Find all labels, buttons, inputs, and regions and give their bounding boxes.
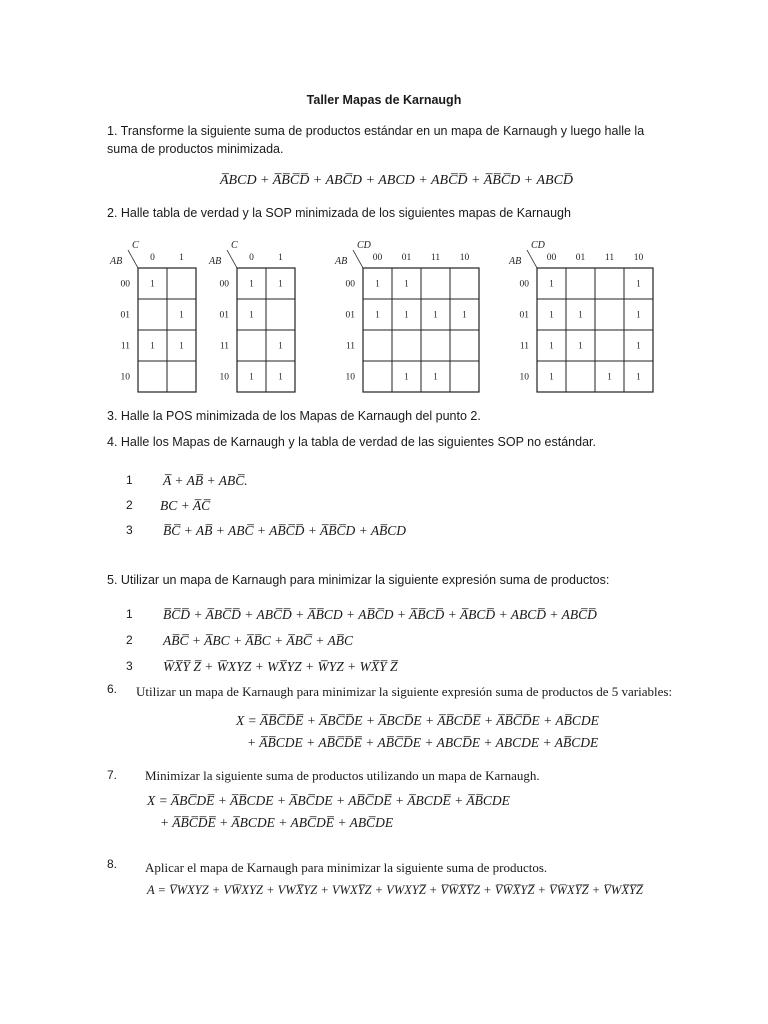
kmap-4-cell-value: 1 [578,340,583,351]
kmap-2-left-variable: AB [209,256,222,267]
kmap-1-top-variable: C [132,240,139,251]
question-1-line-2: suma de productos minimizada. [107,142,284,156]
question-1-equation: A̅BCD + A̅B̅C̅D̅ + ABC̅D + ABCD + ABC̅D̅ + A̅B̅C̅D + ABCD̅ [220,173,574,188]
kmap-2-cell-value: 1 [249,278,254,289]
kmap-4-col-header: 00 [546,253,557,263]
kmap-1-col-header: 1 [179,253,184,263]
kmap-2-row-header: 00 [219,279,229,290]
question-6-text: Utilizar un mapa de Karnaugh para minimizar la siguiente expresión suma de productos de 5 variables: [136,684,673,699]
kmap-2-row-header: 01 [219,310,229,321]
kmap-2-row-header: 11 [219,341,229,352]
question-7-text: Minimizar la siguiente suma de productos utilizando un mapa de Karnaugh. [145,768,540,783]
kmap-1-row-header: 00 [120,279,130,290]
question-3-text: 3. Halle la POS minimizada de los Mapas de Karnaugh del punto 2. [107,409,481,423]
kmap-1-cell-value: 1 [179,309,184,320]
q5-item-1-number: 1 [126,607,133,621]
kmap-3-row-header: 10 [345,372,355,383]
kmap-4-row-header: 01 [519,310,529,321]
question-8-number: 8. [107,857,118,871]
kmap-4-cell-value: 1 [578,309,583,320]
kmap-4-cell-value: 1 [549,371,554,382]
kmap-2-cell-value: 1 [278,278,283,289]
document-title: Taller Mapas de Karnaugh [306,93,462,107]
question-4-text: 4. Halle los Mapas de Karnaugh y la tabla de verdad de las siguientes SOP no estándar. [107,435,596,449]
question-7-number: 7. [107,768,118,782]
kmap-3-cell-value: 1 [462,309,467,320]
q5-item-3-number: 3 [126,659,133,673]
question-6-number: 6. [107,682,118,696]
kmap-2-col-header: 1 [278,253,283,263]
q4-item-3-number: 3 [126,523,133,537]
kmap-2-cell-value: 1 [278,371,283,382]
kmap-4-row-header: 00 [519,279,529,290]
kmap-3-left-variable: AB [335,256,348,267]
kmap-4-corner-line [527,250,537,268]
kmap-4-col-header: 10 [633,253,644,263]
kmap-1-corner-line [128,250,138,268]
kmap-4-cell-value: 1 [636,278,641,289]
q4-item-1-equation: A̅ + AB̅ + ABC̅. [163,473,248,488]
kmap-4-row-header: 11 [519,341,529,352]
kmap-1-cell-value: 1 [150,340,155,351]
kmap-2-corner-line [227,250,237,268]
kmap-3-row-header: 00 [345,279,355,290]
kmap-3-cell-value: 1 [433,309,438,320]
question-5-text: 5. Utilizar un mapa de Karnaugh para minimizar la siguiente expresión suma de productos: [107,573,610,587]
kmap-4-top-variable: CD [531,240,545,251]
kmap-3-col-header: 11 [430,253,441,263]
q4-item-1-number: 1 [126,473,133,487]
kmap-3-corner-line [353,250,363,268]
kmap-4-left-variable: AB [509,256,522,267]
q5-item-3-equation: W̅X̅Y̅ Z̅ + W̅XYZ + WX̅YZ + W̅YZ + WX̅Y̅ Z̅ [163,659,398,674]
kmap-3-cell-value: 1 [404,371,409,382]
kmap-1-row-header: 01 [120,310,130,321]
kmap-3-cell-value: 1 [404,309,409,320]
kmap-2-cell-value: 1 [249,371,254,382]
kmap-3-col-header: 01 [401,253,412,263]
kmap-3-cell-value: 1 [404,278,409,289]
kmap-3-cell-value: 1 [433,371,438,382]
question-1-line-1: 1. Transforme la siguiente suma de productos estándar en un mapa de Karnaugh y luego halle la [107,124,645,138]
question-6-equation-line-1: X = A̅B̅C̅D̅E̅ + A̅BC̅D̅E + A̅BCD̅E + A̅B̅CD̅E̅ + A̅B̅C̅D̅E + AB̅CDE [236,713,599,728]
kmap-4-row-header: 10 [519,372,529,383]
kmap-3-row-header: 11 [345,341,355,352]
kmap-4-cell-value: 1 [636,340,641,351]
kmap-3-top-variable: CD [357,240,371,251]
kmap-3-col-header: 00 [372,253,383,263]
kmap-4-cell-value: 1 [549,309,554,320]
question-8-equation: A = V̅WXYZ + VW̅XYZ + VWX̅YZ + VWXY̅Z + VWXYZ̅ + V̅W̅X̅Y̅Z + V̅W̅X̅YZ̅ + V̅W̅XY̅Z̅ + V̅WX̅Y̅Z̅ [147,883,643,897]
question-6-equation-line-2: + A̅B̅CDE + AB̅C̅D̅E̅ + AB̅C̅D̅E + ABCD̅E + ABCDE + AB̅CDE [247,735,599,750]
question-7-equation-line-2: + A̅B̅C̅D̅E̅ + A̅BCDE + ABC̅DE̅ + ABC̅DE [160,815,394,830]
kmap-1-col-header: 0 [150,253,155,263]
q5-item-2-number: 2 [126,633,133,647]
kmap-2-col-header: 0 [249,253,254,263]
kmap-3-cell-value: 1 [375,278,380,289]
kmap-2-top-variable: C [231,240,238,251]
kmap-1-left-variable: AB [110,256,123,267]
kmap-1-cell-value: 1 [150,278,155,289]
karnaugh-maps-figure [100,236,700,398]
question-1-text [107,122,707,158]
question-8-text: Aplicar el mapa de Karnaugh para minimizar la siguiente suma de productos. [145,860,548,875]
kmap-1-row-header: 11 [120,341,130,352]
kmap-4-cell-value: 1 [636,371,641,382]
q5-item-2-equation: AB̅C̅ + A̅BC + A̅B̅C + A̅BC̅ + AB̅C [163,633,353,648]
kmap-4-cell-value: 1 [636,309,641,320]
kmap-4-col-header: 11 [604,253,615,263]
q4-item-2-number: 2 [126,498,133,512]
kmap-4-cell-value: 1 [549,340,554,351]
kmap-3-col-header: 10 [459,253,470,263]
kmap-2-cell-value: 1 [278,340,283,351]
q5-item-1-equation: B̅C̅D̅ + A̅BC̅D̅ + ABC̅D̅ + A̅B̅CD + AB̅C̅D + A̅B̅CD̅ + A̅BCD̅ + ABCD̅ + ABC̅D̅ [163,607,597,622]
kmap-2-cell-value: 1 [249,309,254,320]
kmap-4-cell-value: 1 [549,278,554,289]
q4-item-3-equation: B̅C̅ + AB̅ + ABC̅ + AB̅C̅D̅ + A̅B̅C̅D + AB̅CD [163,523,407,538]
kmap-2-row-header: 10 [219,372,229,383]
kmap-4-cell-value: 1 [607,371,612,382]
kmap-1-row-header: 10 [120,372,130,383]
question-2-text: 2. Halle tabla de verdad y la SOP minimizada de los siguientes mapas de Karnaugh [107,206,571,220]
kmap-3-row-header: 01 [345,310,355,321]
question-7-equation-line-1: X = A̅BC̅DE̅ + A̅B̅CDE + A̅BC̅DE + AB̅C̅DE̅ + A̅BCDE̅ + A̅B̅CDE [147,793,510,808]
kmap-4-col-header: 01 [575,253,586,263]
q4-item-2-equation: BC + A̅C̅ [160,498,211,513]
kmap-3-cell-value: 1 [375,309,380,320]
kmap-1-cell-value: 1 [179,340,184,351]
